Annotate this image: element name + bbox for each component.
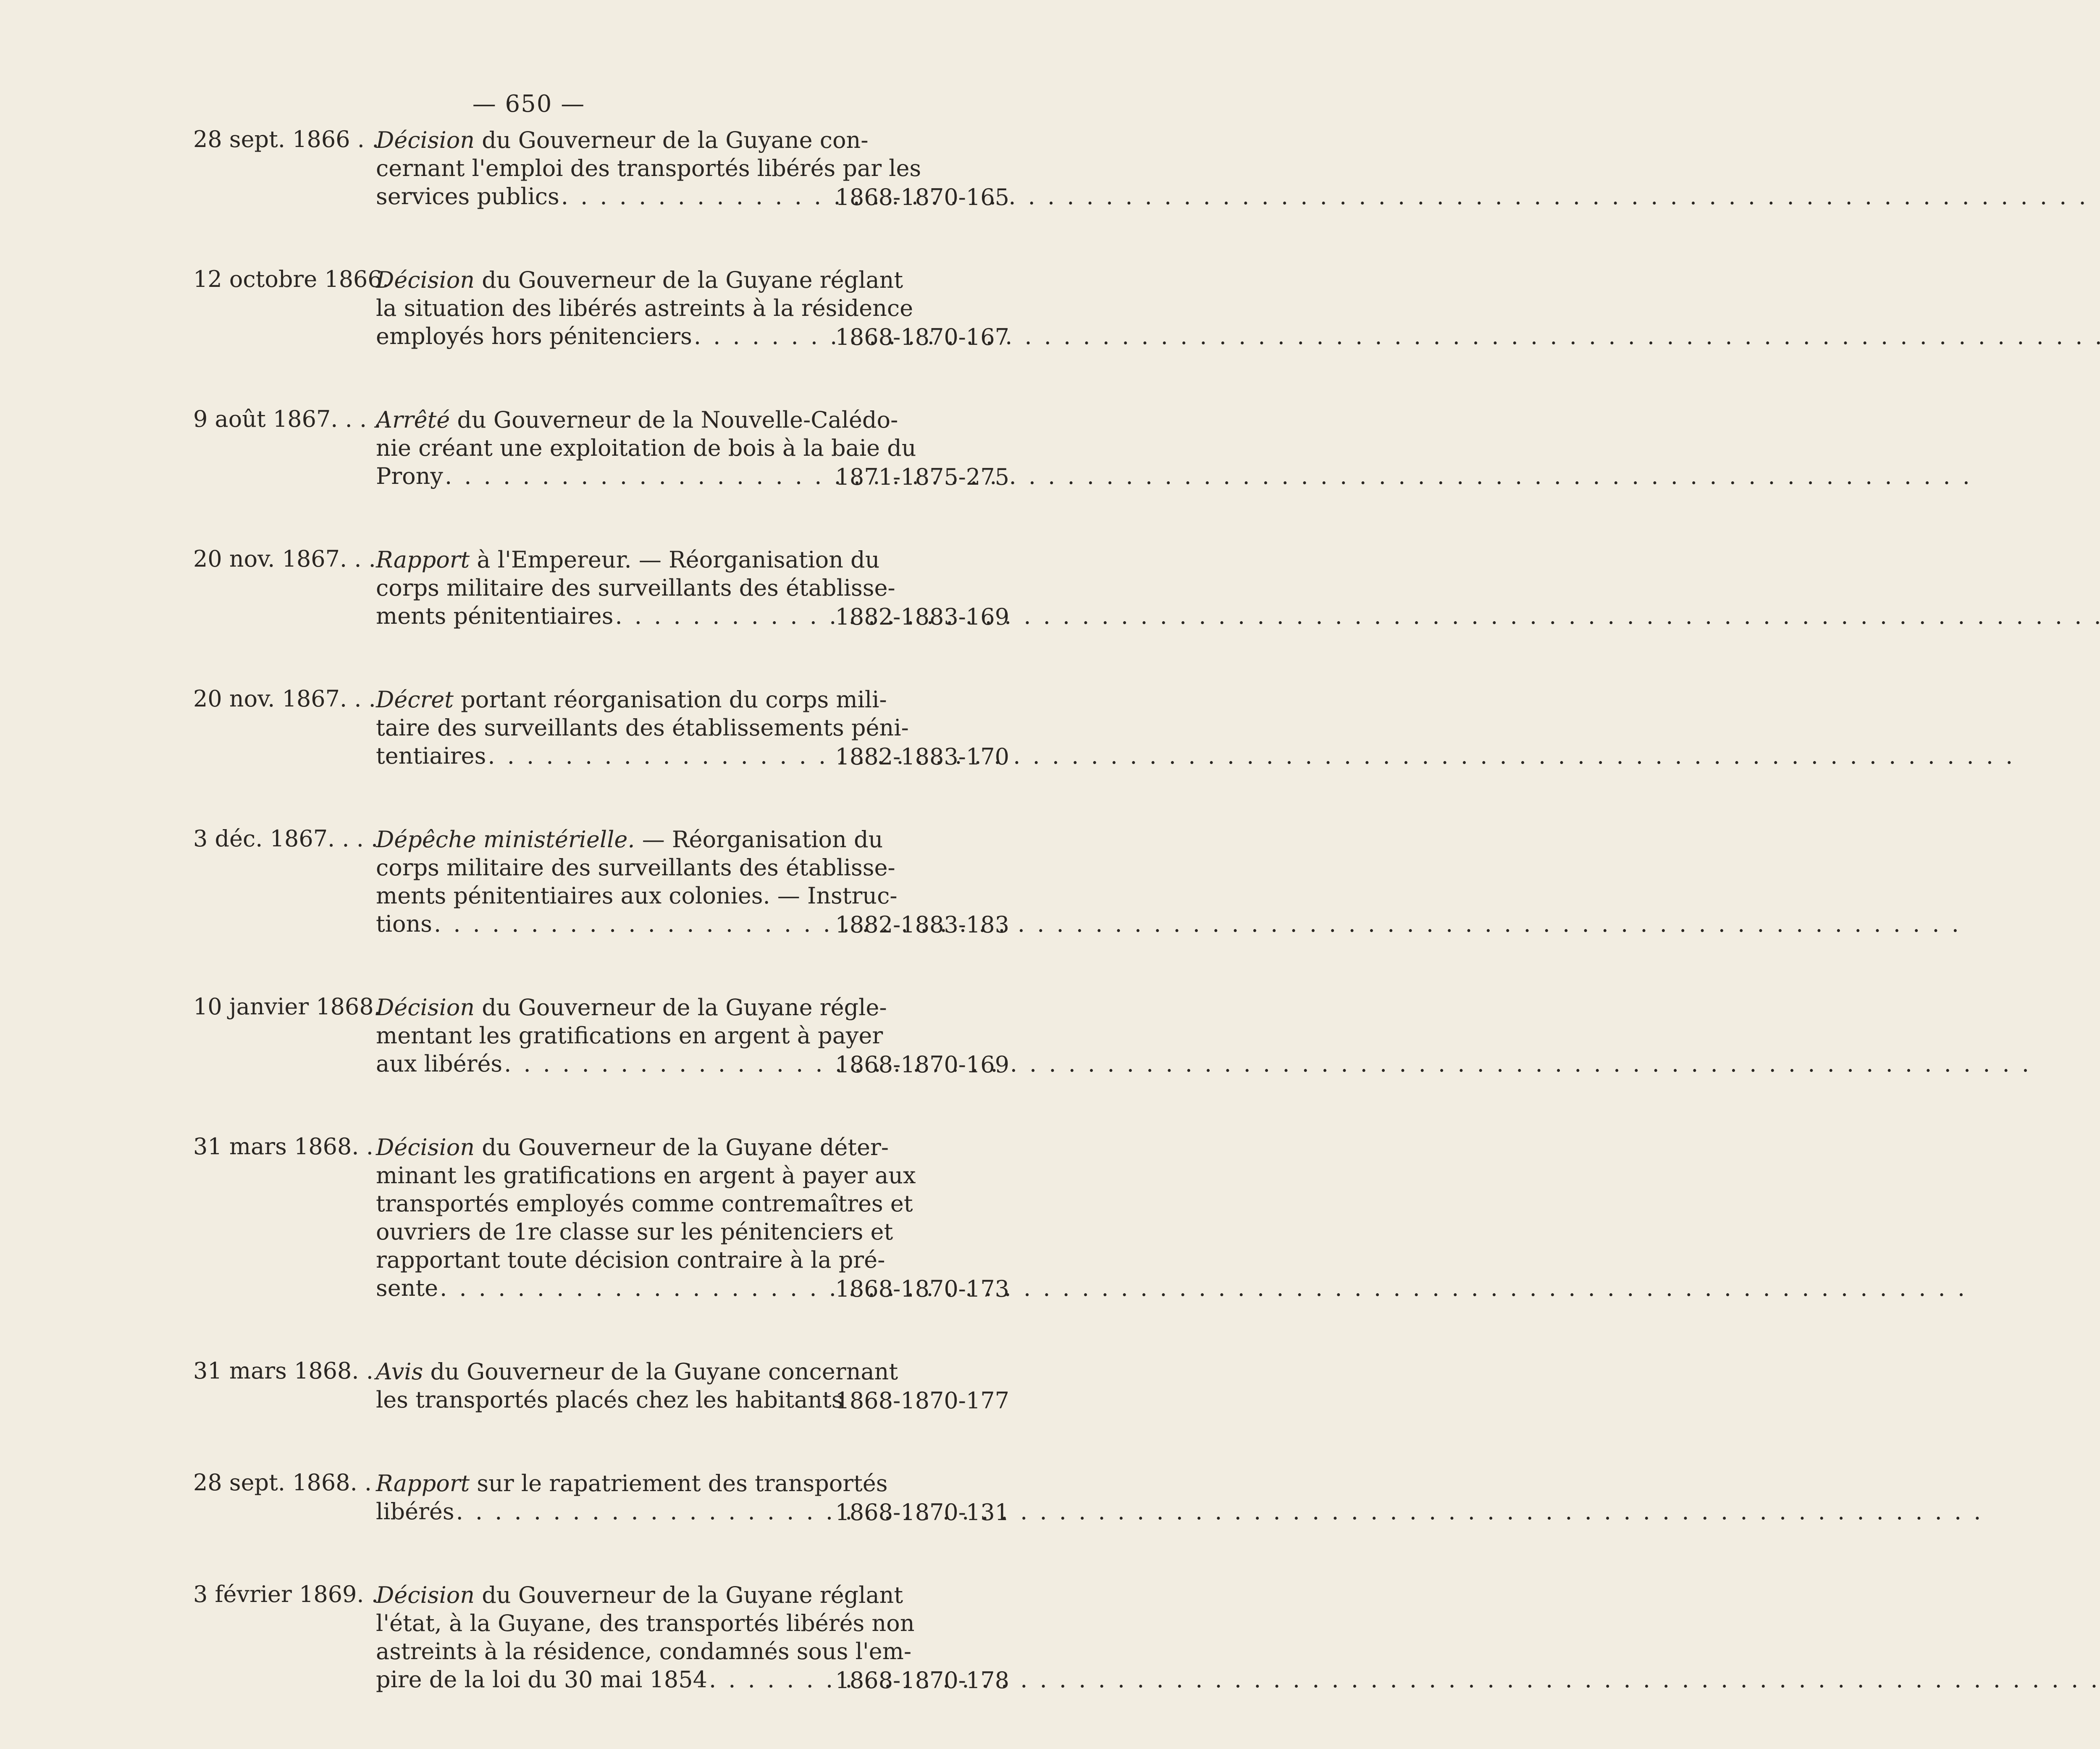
entry-line: Prony [376,463,443,489]
list-item [0,1469,1058,1526]
entry-line: cernant l'emploi des transportés libérés par les [376,155,921,181]
list-item [0,406,1058,490]
list-item [0,266,1058,350]
entry-date: 31 mars 1868. . [193,1133,373,1160]
entry-line: rapportant toute décision contraire à la pré- [376,1247,885,1273]
entry-line: Décision du Gouverneur de la Guyane déter- [376,1134,889,1161]
entry-description [376,685,909,770]
entry-line: aux libérés [376,1050,503,1077]
entry-type: Décision [376,267,475,293]
entry-type: Avis [376,1358,423,1385]
entry-description [376,1133,916,1302]
entry-last-line [376,1386,850,1414]
entry-description [376,1469,888,1526]
entry-line: Avis du Gouverneur de la Guyane concernant [376,1358,898,1385]
entry-reference: 1868-1870-178 [835,1667,1009,1694]
dot-leader [561,182,2089,210]
entry-date: 12 octobre 1866. [193,266,389,292]
list-item [0,126,1058,210]
document-page [0,0,1058,1719]
entry-line: libérés [376,1498,454,1525]
entry-date: 9 août 1867. . . . [193,406,381,432]
entry-description [376,1581,915,1694]
entry-line: Rapport sur le rapatriement des transportés [376,1470,888,1497]
entry-date: 28 sept. 1868. . [193,1469,372,1496]
entry-last-line [376,1497,850,1526]
list-item [0,825,1058,938]
entry-line: Décision du Gouverneur de la Guyane réglant [376,267,903,293]
entry-date: 3 déc. 1867. . . . [193,825,378,852]
entry-line: ments pénitentiaires aux colonies. — Instruc- [376,882,898,909]
entry-line: services publics [376,183,559,210]
dot-leader [488,742,2015,770]
entry-line: transportés employés comme contremaîtres et [376,1190,913,1217]
entry-description [376,825,898,938]
entry-date: 20 nov. 1867. . . [193,546,376,572]
entry-date: 3 février 1869. . [193,1581,378,1607]
entry-line: tentiaires [376,743,486,769]
entry-line: corps militaire des surveillants des établisse- [376,854,895,881]
entry-line: les transportés placés chez les habitants [376,1387,843,1413]
entry-type: Rapport [376,1470,470,1497]
list-item [0,685,1058,770]
list-item [0,1133,1058,1302]
entry-type: Décision [376,127,475,153]
entry-date: 20 nov. 1867. . . [193,685,376,712]
entry-last-line [376,1274,850,1302]
dot-leader [434,910,1961,938]
entry-reference: 1868-1870-165 [835,184,1009,210]
entry-description [376,406,916,490]
entry-description [376,126,921,210]
entry-line: ments pénitentiaires [376,603,614,629]
entry-line: Décision du Gouverneur de la Guyane réglant [376,1582,903,1608]
entry-line: l'état, à la Guyane, des transportés libérés non [376,1610,915,1636]
entry-last-line [376,1665,850,1694]
entry-line: la situation des libérés astreints à la résidence [376,295,914,321]
entry-description [376,1358,898,1414]
entry-reference: 1868-1870-131 [835,1499,1009,1526]
entry-line: Décret portant réorganisation du corps mili- [376,686,887,713]
entry-description [376,993,887,1078]
entry-line: corps militaire des surveillants des établisse- [376,575,895,601]
entry-type: Décret [376,686,454,713]
entry-description [376,546,895,630]
entry-last-line [376,742,850,770]
entry-type: Décision [376,994,475,1021]
entry-reference: 1868-1870-167 [835,324,1009,350]
entry-date: 10 janvier 1868. [193,993,381,1020]
entry-line: sente [376,1275,438,1301]
entry-reference: 1871-1875-275 [835,464,1009,490]
entry-date: 28 sept. 1866 . . [193,126,379,152]
entry-type: Dépêche ministérielle. [376,826,635,853]
dot-leader [456,1497,1984,1526]
entry-line: Dépêche ministérielle. — Réorganisation du [376,826,883,853]
entry-line: employés hors pénitenciers [376,323,692,349]
entry-type: Décision [376,1582,475,1608]
entry-line: nie créant une exploitation de bois à la baie du [376,435,916,461]
entry-line: tions [376,911,432,937]
entry-reference: 1868-1870-169 [835,1051,1009,1078]
entry-line: ouvriers de 1re classe sur les pénitenciers et [376,1219,893,1245]
entry-line: astreints à la résidence, condamnés sous l'em- [376,1638,912,1665]
entry-line: Décision du Gouverneur de la Guyane con- [376,127,869,153]
entry-line: Décision du Gouverneur de la Guyane régle- [376,994,887,1021]
entry-line: Rapport à l'Empereur. — Réorganisation du [376,546,880,573]
entry-last-line [376,910,850,938]
entry-date: 31 mars 1868. . [193,1358,373,1384]
entry-line: pire de la loi du 30 mai 1854 [376,1666,707,1693]
dot-leader [440,1274,1967,1302]
entry-reference: 1868-1870-173 [835,1276,1009,1302]
entry-type: Arrêté [376,407,450,433]
entry-type: Rapport [376,546,470,573]
dot-leader [504,1050,2032,1078]
entry-reference: 1882-1883-170 [835,743,1009,770]
entry-last-line [376,462,850,490]
entry-type: Décision [376,1134,475,1161]
entry-line: taire des surveillants des établissements péni- [376,714,909,741]
list-item [0,546,1058,630]
entry-line: Arrêté du Gouverneur de la Nouvelle-Calédo- [376,407,898,433]
entry-reference: 1882-1883-183 [835,911,1009,938]
entry-line: minant les gratifications en argent à payer aux [376,1162,916,1189]
entry-last-line [376,1050,850,1078]
entry-last-line [376,602,850,630]
entry-last-line [376,182,850,210]
list-item [0,1358,1058,1414]
list-item [0,1581,1058,1694]
entries-list [0,126,1058,1749]
entry-description [376,266,914,350]
dot-leader [445,462,1972,490]
list-item [0,993,1058,1078]
entry-line: mentant les gratifications en argent à payer [376,1022,883,1049]
page-number: — 650 — [472,90,585,118]
entry-reference: 1868-1870-177 [835,1387,1009,1414]
entry-reference: 1882-1883-169 [835,604,1009,630]
entry-last-line [376,322,850,350]
